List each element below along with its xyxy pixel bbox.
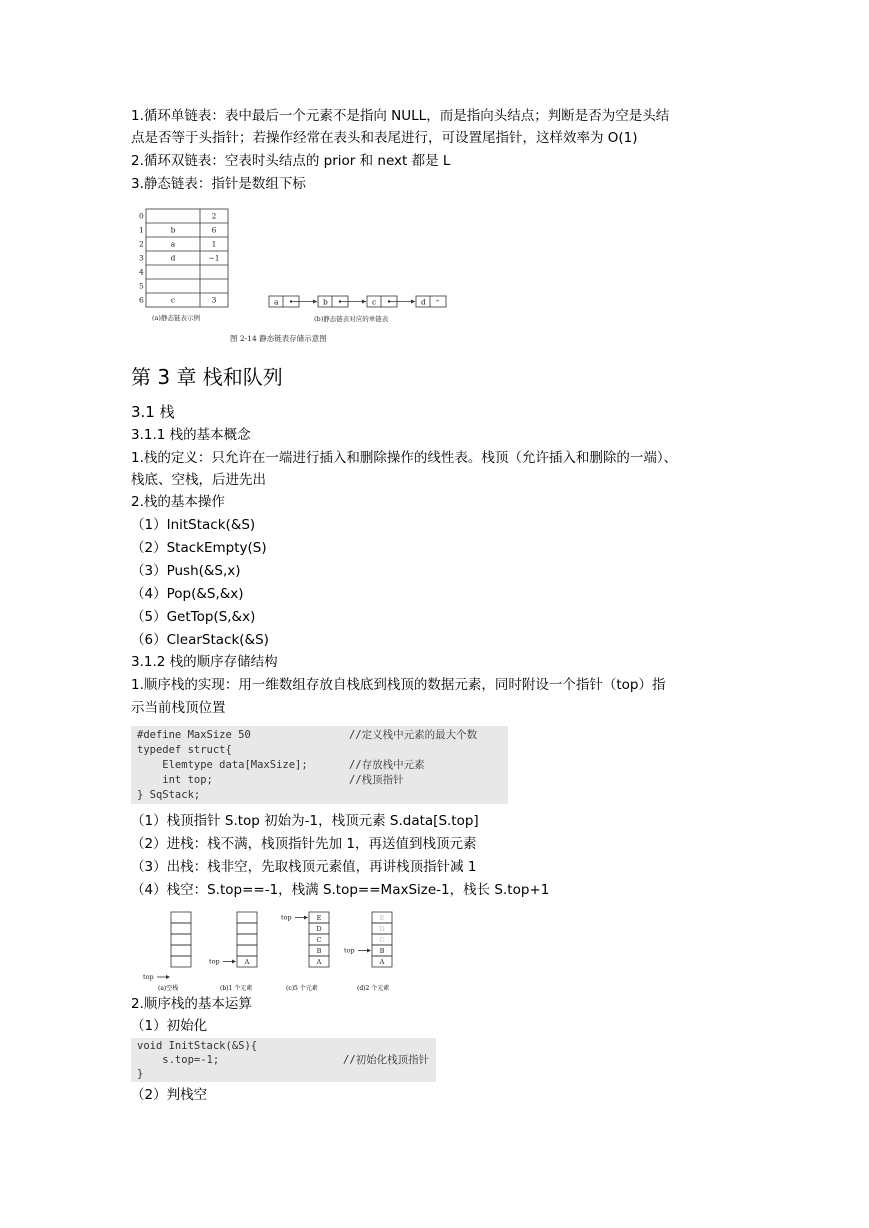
table-data: d <box>170 253 176 263</box>
table-index: 5 <box>139 281 144 291</box>
stack-element: A <box>379 958 385 966</box>
table-data: a <box>170 239 176 249</box>
list-item: （5）GetTop(S,&x) <box>131 609 256 625</box>
caption-c: (c)5 个元素 <box>286 985 318 992</box>
top-pointer-label: top <box>209 957 220 966</box>
table-next: 6 <box>211 225 217 235</box>
table-index: 6 <box>139 295 144 305</box>
svg-text:^: ^ <box>435 299 441 307</box>
stack-cell <box>237 945 257 956</box>
stack-element: A <box>244 958 250 966</box>
subsection-title: 3.1.1 栈的基本概念 <box>131 427 251 443</box>
caption-b: (b)1 个元素 <box>220 985 253 992</box>
list-item: （4）Pop(&S,&x) <box>131 586 244 602</box>
stack-element: C <box>316 936 322 944</box>
stack-cell <box>171 956 191 967</box>
caption-b: (b)静态链表对应的单链表 <box>314 315 389 323</box>
top-pointer-label: top <box>344 946 355 955</box>
paragraph: 1.顺序栈的实现：用一维数组存放自栈底到栈顶的数据元素，同时附设一个指针（top）指 <box>131 677 666 693</box>
paragraph: 1.循环单链表：表中最后一个元素不是指向 NULL，而是指向头结点；判断是否为空是头结 <box>131 108 670 124</box>
table-next: 3 <box>211 295 217 305</box>
static-linked-list-figure <box>136 204 466 346</box>
paragraph: 示当前栈顶位置 <box>131 700 226 716</box>
stack-cell <box>171 923 191 934</box>
list-item: （3）Push(&S,x) <box>131 563 241 579</box>
table-data: b <box>170 225 176 235</box>
list-item: （1）InitStack(&S) <box>131 517 256 533</box>
node-label: b <box>323 297 328 307</box>
stack-element: E <box>379 914 385 922</box>
caption-d: (d)2 个元素 <box>357 985 390 992</box>
top-pointer-label: top <box>281 913 292 922</box>
stack-element: A <box>316 958 322 966</box>
table-index: 3 <box>139 253 144 263</box>
table-data: c <box>170 295 176 305</box>
stack-cell <box>237 923 257 934</box>
figure-caption: 图 2-14 静态链表存储示意图 <box>230 334 327 343</box>
paragraph: 2.顺序栈的基本运算 <box>131 996 252 1012</box>
paragraph: 1.栈的定义：只允许在一端进行插入和删除操作的线性表。栈顶（允许插入和删除的一端）、 <box>131 450 678 466</box>
paragraph: 2.循环双链表：空表时头结点的 prior 和 next 都是 L <box>131 153 451 169</box>
subsection-title: 3.1.2 栈的顺序存储结构 <box>131 654 278 670</box>
stack-element: B <box>316 947 322 955</box>
list-item: （1）初始化 <box>131 1018 208 1034</box>
table-index: 0 <box>139 211 144 221</box>
caption-a: (a)空栈 <box>158 985 179 992</box>
paragraph: 栈底、空栈，后进先出 <box>131 472 266 488</box>
list-item: （3）出栈：栈非空，先取栈顶元素值，再讲栈顶指针减 1 <box>131 859 477 875</box>
paragraph: 3.静态链表：指针是数组下标 <box>131 176 306 192</box>
paragraph: 点是否等于头指针；若操作经常在表头和表尾进行，可设置尾指针，这样效率为 O(1) <box>131 130 638 146</box>
stack-cell <box>171 934 191 945</box>
stack-cell <box>237 934 257 945</box>
caption-a: (a)静态链表示例 <box>152 314 200 322</box>
list-item: （2）判栈空 <box>131 1087 208 1103</box>
list-item: （4）栈空：S.top==-1，栈满 S.top==MaxSize-1，栈长 S.top+1 <box>131 882 550 898</box>
stack-cell <box>171 912 191 923</box>
table-next: 1 <box>211 239 217 249</box>
stack-element: E <box>316 914 322 922</box>
list-item: （2）进栈：栈不满，栈顶指针先加 1，再送值到栈顶元素 <box>131 836 477 852</box>
list-item: （6）ClearStack(&S) <box>131 632 269 648</box>
list-item: （2）StackEmpty(S) <box>131 540 267 556</box>
table-index: 1 <box>139 225 144 235</box>
stack-cell <box>171 945 191 956</box>
code-block: #define MaxSize 50 //定义栈中元素的最大个数 typedef struct{ Elemtype data[MaxSize]; //存放栈中元素 int top; //栈顶指针 } SqStack; <box>131 726 508 804</box>
table-next: 2 <box>211 211 217 221</box>
top-pointer-label: top <box>143 973 154 981</box>
table-index: 2 <box>139 239 144 249</box>
table-next: −1 <box>208 253 220 263</box>
stack-element: B <box>379 947 385 955</box>
paragraph: 2.栈的基本操作 <box>131 494 225 510</box>
stack-cell <box>237 912 257 923</box>
list-item: （1）栈顶指针 S.top 初始为-1，栈顶元素 S.data[S.top] <box>131 813 479 829</box>
stack-states-figure <box>138 902 408 994</box>
stack-element: D <box>379 925 385 933</box>
code-block: void InitStack(&S){ s.top=-1; //初始化栈顶指针 } <box>131 1038 436 1082</box>
static-list-table <box>139 209 228 307</box>
section-title: 3.1 栈 <box>131 403 175 421</box>
node-label: a <box>274 297 279 307</box>
node-label: c <box>372 297 377 307</box>
table-index: 4 <box>139 267 144 277</box>
node-label: d <box>421 297 426 307</box>
chapter-title: 第 3 章 栈和队列 <box>131 365 283 389</box>
stack-element: C <box>379 936 385 944</box>
stack-element: D <box>316 925 322 933</box>
